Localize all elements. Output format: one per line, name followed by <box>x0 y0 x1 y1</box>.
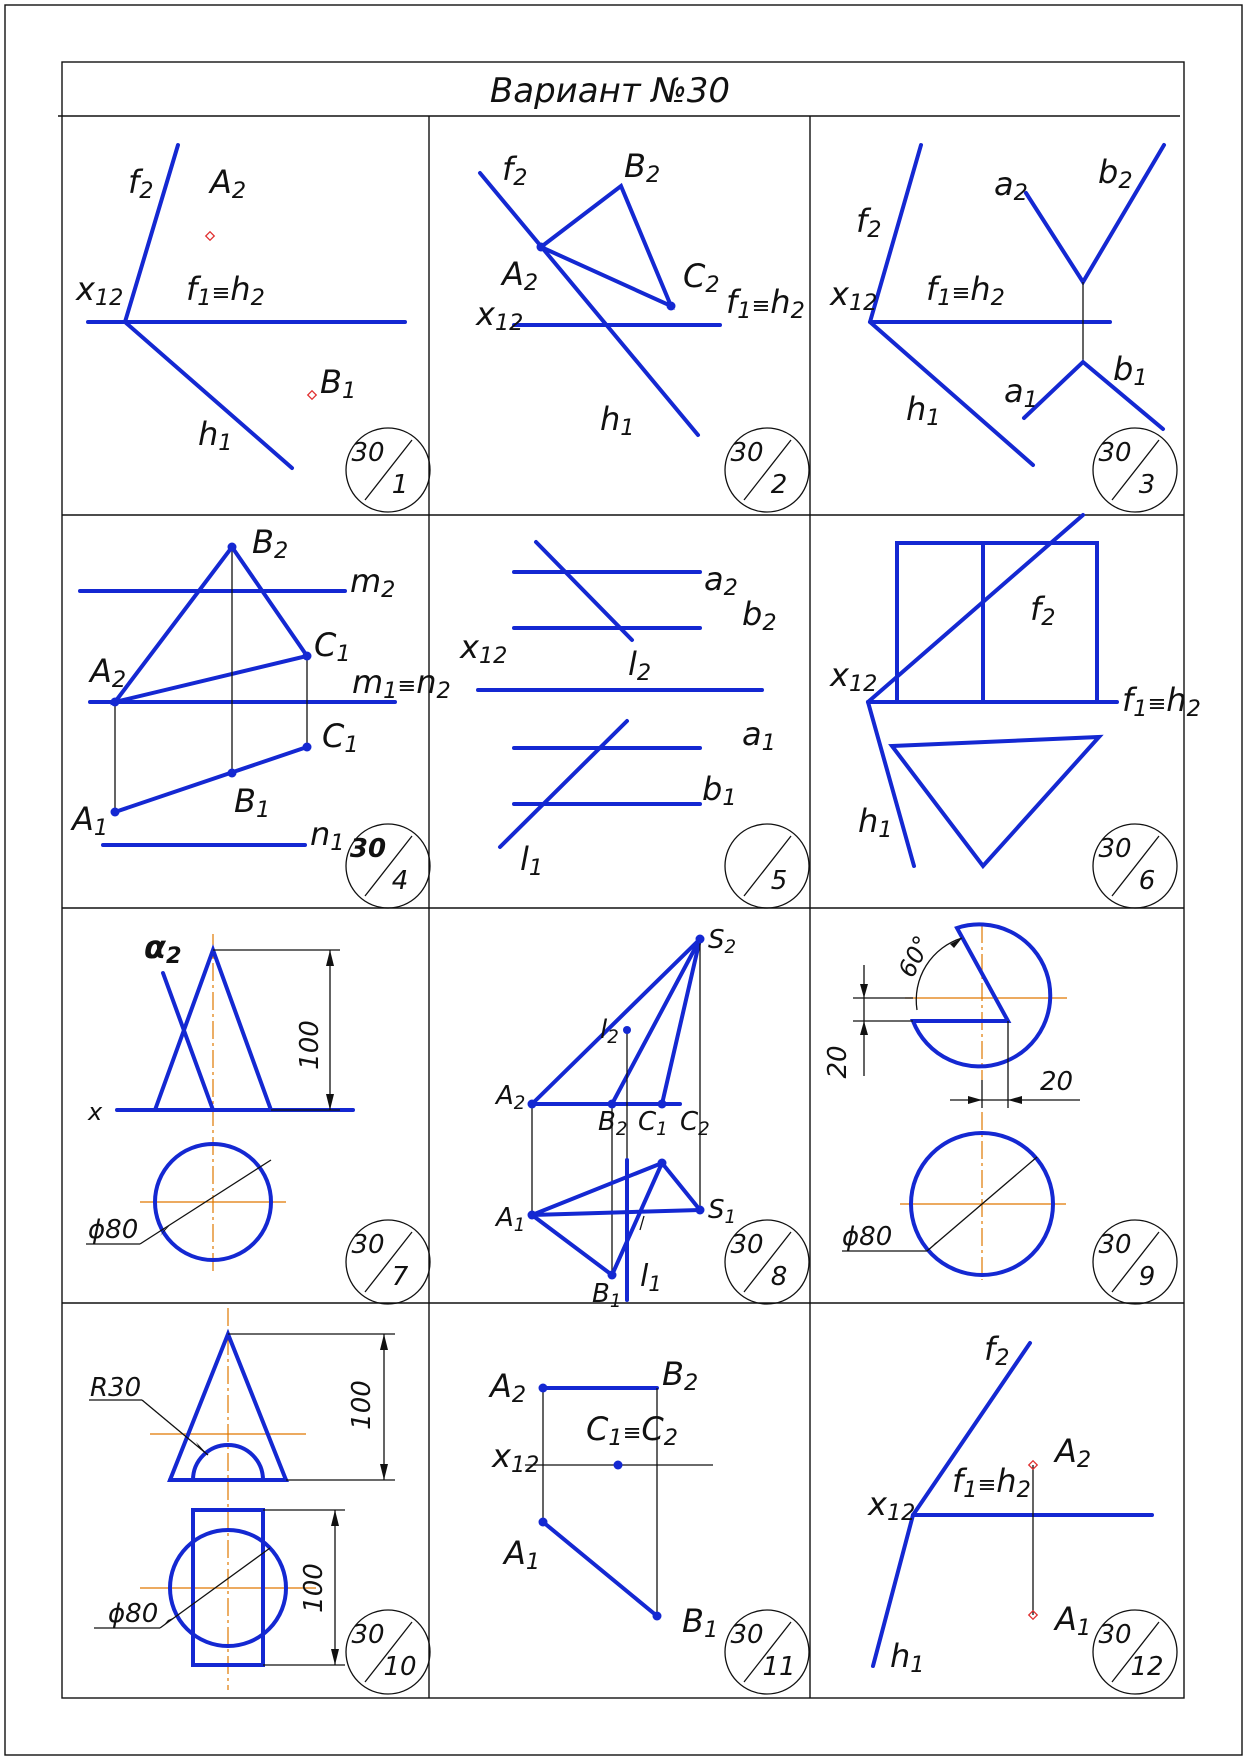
svg-text:3: 3 <box>1138 470 1156 500</box>
problem-12 <box>867 1330 1177 1694</box>
svg-text:30: 30 <box>1098 1620 1132 1650</box>
svg-text:l2: l2 <box>628 645 652 686</box>
svg-text:B2: B2 <box>624 147 661 188</box>
svg-text:f2: f2 <box>502 150 528 191</box>
svg-text:R30: R30 <box>90 1373 142 1403</box>
problem-number-badge <box>346 428 430 512</box>
svg-text:f1≡h2: f1≡h2 <box>926 270 1005 311</box>
svg-text:20: 20 <box>1040 1067 1074 1097</box>
svg-text:12: 12 <box>1130 1652 1164 1682</box>
problem-number-badge <box>1093 428 1177 512</box>
svg-text:m1≡n2: m1≡n2 <box>352 663 451 704</box>
svg-text:α2: α2 <box>144 928 182 969</box>
problem-5 <box>459 542 809 908</box>
problem-number-badge <box>346 824 430 908</box>
svg-text:C1: C1 <box>638 1107 668 1140</box>
svg-text:b2: b2 <box>742 595 777 636</box>
svg-text:A2: A2 <box>502 255 539 296</box>
svg-text:B2: B2 <box>252 523 289 564</box>
svg-text:30: 30 <box>351 1620 385 1650</box>
svg-text:h1: h1 <box>600 400 635 441</box>
svg-text:11: 11 <box>762 1652 796 1682</box>
svg-text:100: 100 <box>295 1020 325 1070</box>
svg-text:f1≡h2: f1≡h2 <box>726 283 805 324</box>
svg-text:n1: n1 <box>310 815 345 856</box>
problem-number-badge <box>1093 824 1177 908</box>
svg-text:C1: C1 <box>314 626 351 667</box>
svg-text:f2: f2 <box>856 202 882 243</box>
svg-text:A2: A2 <box>496 1081 526 1114</box>
svg-text:100: 100 <box>347 1380 377 1430</box>
svg-text:h1: h1 <box>198 415 233 456</box>
svg-text:100: 100 <box>299 1563 329 1613</box>
svg-text:ϕ80: ϕ80 <box>842 1222 893 1252</box>
problem-1 <box>75 145 430 512</box>
problem-8 <box>494 925 809 1312</box>
svg-text:30: 30 <box>730 1230 764 1260</box>
svg-text:a1: a1 <box>1004 372 1038 413</box>
svg-text:h1: h1 <box>906 390 941 431</box>
svg-text:A2: A2 <box>90 652 127 693</box>
problem-number-badge <box>725 428 809 512</box>
svg-text:20: 20 <box>823 1045 853 1079</box>
svg-text:30: 30 <box>351 438 385 468</box>
svg-text:l1: l1 <box>520 840 544 881</box>
problem-3 <box>829 145 1177 512</box>
svg-text:60°: 60° <box>892 931 937 982</box>
svg-text:B1: B1 <box>682 1602 719 1643</box>
svg-text:a2: a2 <box>994 165 1028 206</box>
svg-text:1: 1 <box>391 470 409 500</box>
svg-text:30: 30 <box>730 438 764 468</box>
svg-text:l1: l1 <box>640 1259 662 1296</box>
problem-9 <box>823 924 1177 1304</box>
svg-text:30: 30 <box>1098 438 1132 468</box>
svg-text:l2: l2 <box>600 1015 619 1048</box>
svg-text:a2: a2 <box>704 560 738 601</box>
svg-text:30: 30 <box>1098 1230 1132 1260</box>
svg-text:30: 30 <box>1098 834 1132 864</box>
svg-text:x12: x12 <box>868 1485 916 1526</box>
svg-text:B1: B1 <box>234 782 271 823</box>
svg-text:30: 30 <box>730 1620 764 1650</box>
problem-2 <box>475 147 809 512</box>
svg-text:6: 6 <box>1138 866 1156 896</box>
svg-text:x: x <box>88 1098 103 1126</box>
svg-text:f1≡h2: f1≡h2 <box>952 1462 1031 1503</box>
svg-text:C1: C1 <box>322 717 359 758</box>
problem-number-badge <box>725 1220 809 1304</box>
problem-number-badge <box>725 824 809 908</box>
svg-text:f2: f2 <box>984 1330 1010 1371</box>
problem-number-badge <box>1093 1610 1177 1694</box>
svg-text:b1: b1 <box>702 770 737 811</box>
svg-text:S1: S1 <box>708 1195 737 1228</box>
svg-text:C2: C2 <box>683 257 720 298</box>
svg-text:A2: A2 <box>210 163 247 204</box>
svg-text:10: 10 <box>383 1652 417 1682</box>
svg-text:ϕ80: ϕ80 <box>88 1215 139 1245</box>
problem-4 <box>70 523 451 908</box>
problem-number-badge <box>346 1610 430 1694</box>
svg-text:30: 30 <box>351 1230 385 1260</box>
svg-text:B2: B2 <box>662 1355 699 1396</box>
svg-text:x12: x12 <box>830 656 878 697</box>
svg-text:b2: b2 <box>1098 153 1133 194</box>
svg-text:b1: b1 <box>1113 350 1148 391</box>
svg-text:x12: x12 <box>476 295 524 336</box>
page-title: Вариант №30 <box>489 71 731 111</box>
svg-text:ϕ80: ϕ80 <box>108 1599 159 1629</box>
svg-text:f2: f2 <box>128 163 154 204</box>
svg-text:f1≡h2: f1≡h2 <box>1122 681 1201 722</box>
outer-border <box>5 5 1242 1755</box>
svg-text:x12: x12 <box>492 1437 540 1478</box>
svg-text:f1≡h2: f1≡h2 <box>186 270 265 311</box>
svg-text:m2: m2 <box>350 562 396 603</box>
svg-text:C2: C2 <box>680 1107 710 1140</box>
svg-text:B1: B1 <box>320 363 357 404</box>
svg-text:h1: h1 <box>890 1637 925 1678</box>
svg-text:x12: x12 <box>830 275 878 316</box>
svg-text:2: 2 <box>770 470 788 500</box>
svg-text:A1: A1 <box>1055 1600 1092 1641</box>
svg-text:B2: B2 <box>598 1107 628 1140</box>
svg-text:A2: A2 <box>490 1367 527 1408</box>
svg-text:8: 8 <box>770 1262 788 1292</box>
svg-text:4: 4 <box>391 866 409 896</box>
svg-text:A1: A1 <box>72 800 109 841</box>
problem-6 <box>829 515 1201 908</box>
problem-11 <box>488 1355 809 1694</box>
problem-10 <box>89 1308 430 1694</box>
grid-lines <box>62 116 1184 1698</box>
svg-text:9: 9 <box>1138 1262 1156 1292</box>
svg-text:30: 30 <box>349 834 387 864</box>
svg-text:a1: a1 <box>742 715 776 756</box>
svg-text:C1≡C2: C1≡C2 <box>586 1410 678 1451</box>
svg-text:f2: f2 <box>1030 590 1056 631</box>
problem-number-badge <box>725 1610 809 1694</box>
svg-text:h1: h1 <box>858 802 893 843</box>
svg-text:5: 5 <box>770 866 788 896</box>
svg-text:x12: x12 <box>76 270 124 311</box>
problem-7 <box>86 928 430 1304</box>
svg-text:B1: B1 <box>592 1279 622 1312</box>
svg-text:A1: A1 <box>504 1534 541 1575</box>
svg-text:A2: A2 <box>1055 1432 1092 1473</box>
svg-text:x12: x12 <box>460 628 508 669</box>
svg-text:A1: A1 <box>496 1203 526 1236</box>
svg-text:S2: S2 <box>708 925 737 958</box>
problem-number-badge <box>1093 1220 1177 1304</box>
problem-number-badge <box>346 1220 430 1304</box>
svg-text:7: 7 <box>391 1262 409 1292</box>
